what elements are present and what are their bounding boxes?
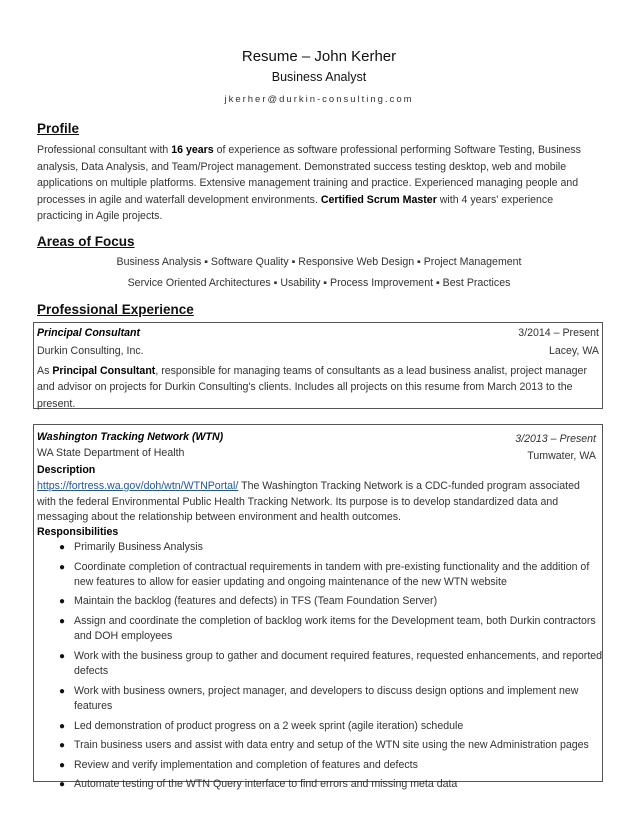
responsibility-item <box>37 738 603 753</box>
resume-title: Resume – John Kerher <box>241 48 397 65</box>
responsibility-item <box>37 719 603 734</box>
email-address: jkerher@durkin-consulting.com <box>224 94 414 105</box>
responsibility-item <box>37 594 603 609</box>
job1-company: Durkin Consulting, Inc. <box>37 345 144 357</box>
responsibility-text: Review and verify implementation and completion of features and defects <box>74 758 418 771</box>
description-heading: Description <box>37 464 96 476</box>
responsibility-text: Maintain the backlog (features and defects) in TFS (Team Foundation Server) <box>74 595 438 608</box>
wtn-portal-link[interactable]: https://fortress.wa.gov/doh/wtn/WTNPortal/ <box>37 480 239 492</box>
bullet-icon: ● <box>59 615 66 627</box>
responsibilities-heading: Responsibilities <box>37 526 119 538</box>
bullet-icon: ● <box>59 685 66 697</box>
job1-location: Lacey, WA <box>548 345 599 357</box>
job-principal-consultant <box>33 322 603 409</box>
job2-title: Washington Tracking Network (WTN) <box>37 431 224 443</box>
responsibility-text: Train business users and assist with data entry and setup of the WTN site using the new Administration pages <box>74 739 589 752</box>
job2-location: Tumwater, WA <box>527 450 596 462</box>
responsibility-item <box>37 560 603 591</box>
focus-line-2: Service Oriented Architectures ▪ Usability ▪ Process Improvement ▪ Best Practices <box>127 277 511 289</box>
responsibility-text: Automate testing of the WTN Query interface to find errors and missing meta data <box>74 778 458 791</box>
job-title: Business Analyst <box>271 70 367 84</box>
job2-description: https://fortress.wa.gov/doh/wtn/WTNPortal/ The Washington Tracking Network is a CDC-funded program associated with the federal Environmental Public Health Tracking Network. Its purpose is to develop standardized data and messaging about the relationship between environment and health outcomes. <box>37 480 580 524</box>
bullet-icon: ● <box>59 779 66 791</box>
responsibilities-list <box>37 540 603 797</box>
responsibility-item <box>37 777 603 792</box>
bullet-icon: ● <box>59 650 66 662</box>
bullet-icon: ● <box>59 720 66 732</box>
profile-heading: Profile <box>37 121 80 136</box>
bullet-icon: ● <box>59 596 66 608</box>
responsibility-text: Led demonstration of product progress on a 2 week sprint (agile iteration) schedule <box>74 719 464 732</box>
responsibility-item <box>37 649 603 680</box>
focus-line-1: Business Analysis ▪ Software Quality ▪ Responsive Web Design ▪ Project Management <box>116 256 522 268</box>
years-highlight: 16 years <box>171 144 214 156</box>
bullet-icon: ● <box>59 759 66 771</box>
responsibility-item <box>37 614 603 645</box>
responsibility-text: Work with business owners, project manager, and developers to discuss design options and implement new features <box>74 684 579 713</box>
responsibility-text: Primarily Business Analysis <box>74 541 203 553</box>
responsibility-item <box>37 758 603 773</box>
profile-text: Professional consultant with 16 years of experience as software professional performing Software Testing, Business analysis, Data Analysis, and Team/Project management. Demonstrated success testing desktop, web and mobile applications on multiple platforms. Extensive management training and practice. Experienced managing people and processes in agile and waterfall development environments. Certified Scrum Master with 4 years' experience practicing in Agile projects. <box>37 144 581 223</box>
job1-description: As Principal Consultant, responsible for managing teams of consultants as a lead business analist, project manager and advisor on projects for Durkin Consulting's clients. Includes all projects on this resume from March 2013 to the present. <box>37 365 587 410</box>
focus-heading: Areas of Focus <box>37 234 135 249</box>
bullet-icon: ● <box>59 561 66 573</box>
responsibility-text: Work with the business group to gather and document required features, requested enhancements, and reported defects <box>74 649 603 678</box>
job1-dates: 3/2014 – Present <box>518 327 599 339</box>
responsibility-text: Coordinate completion of contractual requirements in tandem with pre-existing functionality and the addition of new features to allow for easier updating and ongoing maintenance of the new WTN website <box>74 560 590 588</box>
bullet-icon: ● <box>59 740 66 752</box>
experience-heading: Professional Experience <box>37 302 194 317</box>
responsibility-item <box>37 684 603 715</box>
job1-title: Principal Consultant <box>37 327 141 339</box>
job2-company: WA State Department of Health <box>37 447 185 459</box>
bullet-icon: ● <box>59 542 66 553</box>
certification-highlight: Certified Scrum Master <box>320 193 437 206</box>
job1-role: Principal Consultant <box>52 365 156 377</box>
responsibility-item <box>37 540 603 555</box>
responsibility-text: Assign and coordinate the completion of backlog work items for the Development team, both Durkin contractors and DOH employees <box>74 614 596 643</box>
job2-dates: 3/2013 – Present <box>515 433 596 445</box>
